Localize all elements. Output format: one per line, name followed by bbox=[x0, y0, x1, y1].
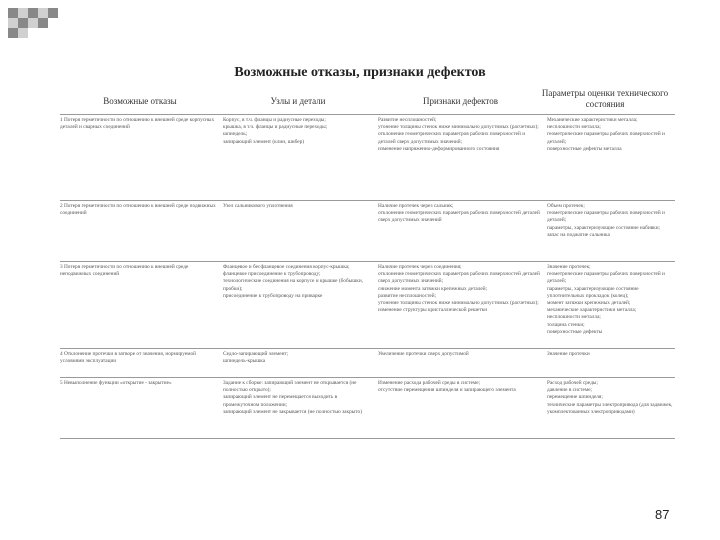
table-header bbox=[60, 88, 675, 114]
cell-signs: Развитие несплошностей; утонение толщины стенок ниже минимально допустимых (расчетных); отклонение геометрических параметров рабочих поверхностей и деталей сверх допустимых значений; изменение напряженно-деформированного состояния bbox=[378, 117, 539, 152]
header-signs: Признаки дефектов bbox=[423, 96, 498, 106]
cell-signs: Изменение расхода рабочей среды в системе; отсутствие перемещения шпинделя и запирающего элемента bbox=[378, 380, 516, 394]
deco-square bbox=[8, 28, 18, 38]
cell-failure: 1 Потеря герметичности по отношению к внешней среде корпусных деталей и сварных соединений bbox=[60, 117, 215, 131]
failures-table bbox=[60, 88, 675, 439]
deco-square bbox=[8, 8, 18, 18]
table-row bbox=[60, 201, 675, 262]
page-title: Возможные отказы, признаки дефектов bbox=[234, 65, 486, 80]
cell-signs: Увеличение протечки сверх допустимой bbox=[378, 351, 469, 357]
cell-signs: Наличие протечек через сальник; отклонение геометрических параметров рабочих поверхностей деталей сверх допустимых значений bbox=[378, 203, 540, 224]
deco-square bbox=[8, 18, 18, 28]
deco-square bbox=[18, 8, 28, 18]
table-row bbox=[60, 114, 675, 201]
cell-failure: 4 Отклонение протечки в затворе от значения, нормируемой условиями эксплуатации bbox=[60, 351, 197, 365]
header-params: Параметры оценки технического состояния bbox=[541, 88, 669, 109]
page-number: 87 bbox=[655, 507, 670, 522]
cell-params: Значение протечки bbox=[547, 351, 590, 357]
deco-square bbox=[28, 8, 38, 18]
cell-units: Задание к сборке: запирающий элемент не открывается (не полностью открыто); запирающий элемент не перемещается выходить в промежуточном положении; запирающий элемент не закрывается (не полностью закрыто) bbox=[223, 380, 362, 415]
decorative-squares bbox=[8, 8, 68, 38]
table-row bbox=[60, 262, 675, 349]
cell-failure: 2 Потеря герметичности по отношению к внешней среде подвижных соединений bbox=[60, 203, 216, 217]
cell-units: Фланцевое и бесфланцевое соединения корпус-крышка; фланцевое присоединение к трубопроводу; технологические соединения на корпусе и крышке (бобышки, пробки); присоединение к трубопроводу на приварке bbox=[223, 264, 364, 299]
deco-square bbox=[18, 18, 28, 28]
table-row bbox=[60, 378, 675, 439]
header-failures: Возможные отказы bbox=[103, 96, 177, 106]
cell-failure: 5 Невыполнение функции «открытие - закрытие» bbox=[60, 380, 172, 386]
cell-units: Корпус, в т.ч. фланцы и радиусные переходы; крышка, в т.ч. фланцы и радиусные переходы; шпиндель; запирающий элемент (клин, шибер) bbox=[223, 117, 328, 145]
cell-units: Седло-запирающий элемент; шпиндель-крышка bbox=[223, 351, 289, 365]
deco-square bbox=[18, 28, 28, 38]
deco-square bbox=[28, 18, 38, 28]
header-units: Узлы и детали bbox=[270, 96, 326, 106]
deco-square bbox=[38, 8, 48, 18]
cell-signs: Наличие протечек через соединения; отклонение геометрических параметров рабочих поверхностей деталей сверх допустимых значений; снижение момента затяжки крепежных деталей; развитие несплошностей; утонение толщины стенок ниже минимально допустимых (расчетных); изменение структуры кристаллической решетки bbox=[378, 264, 540, 314]
cell-params: Расход рабочей среды; давление в системе; перемещение шпинделя; технические параметры электропривода (для задвижек, укомплектованных электроприводами) bbox=[547, 380, 673, 415]
cell-failure: 3 Потеря герметичности по отношению к внешней среде неподвижных соединений bbox=[60, 264, 189, 278]
cell-params: Механические характеристики металла; несплошности металла; геометрические параметры рабочих поверхностей и деталей; поверхностные дефекты металла bbox=[547, 117, 665, 152]
cell-params: Объем протечек; геометрические параметры рабочих поверхностей и деталей; параметры, характеризующие состояние набивки; запас на поджатие сальника bbox=[547, 203, 665, 238]
table-row bbox=[60, 349, 675, 378]
cell-units: Узел сальникового уплотнения bbox=[223, 203, 293, 209]
deco-square bbox=[38, 18, 48, 28]
deco-square bbox=[48, 8, 58, 18]
cell-params: Значение протечек; геометрические параметры рабочих поверхностей и деталей; параметры, характеризующие состояние уплотнительных прокладок (колец); момент затяжки крепежных деталей; механические характеристики металла; несплошности металла; толщина стенки; поверхностные дефекты bbox=[547, 264, 665, 335]
